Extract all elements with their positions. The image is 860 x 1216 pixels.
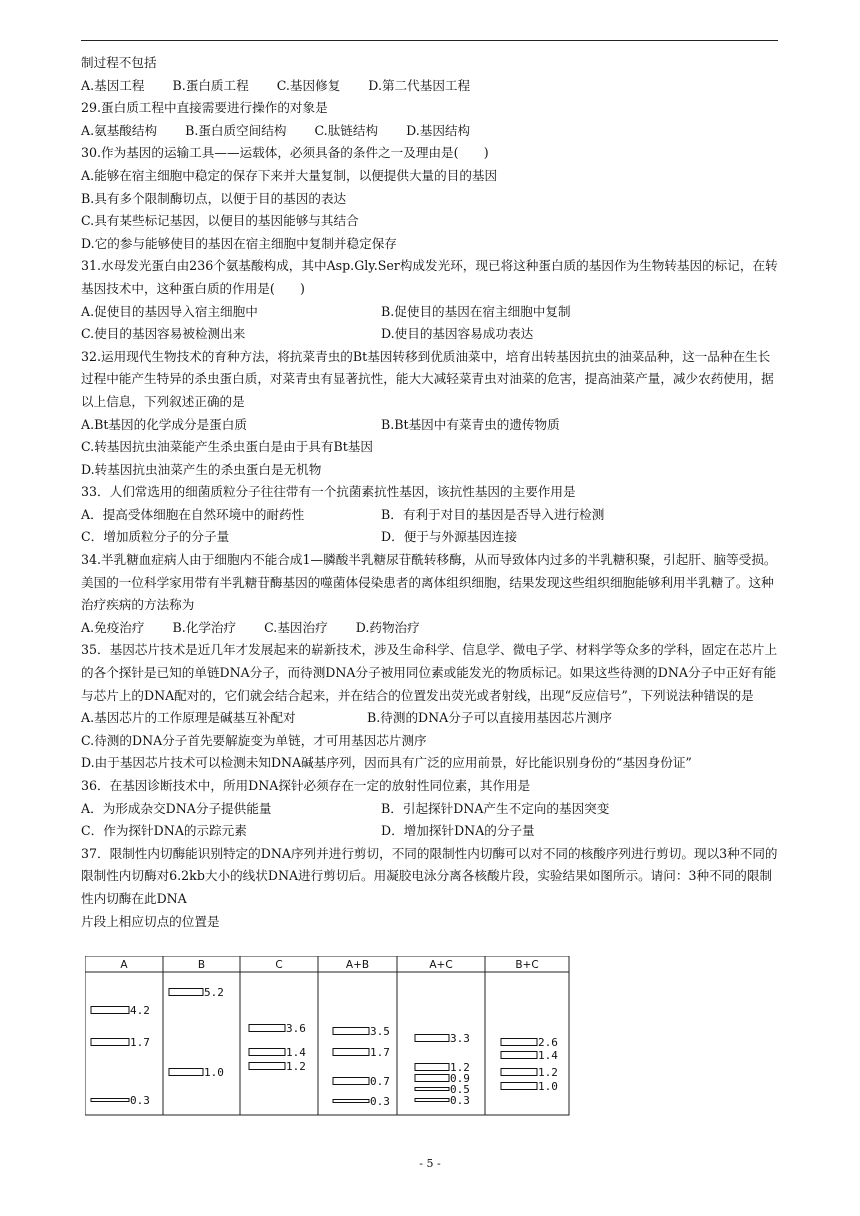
- band-size-label: 1.0: [538, 1080, 558, 1093]
- gel-band: [333, 1078, 369, 1085]
- gel-band: [501, 1039, 537, 1046]
- q36-option-b: B．引起探针DNA产生不定向的基因突变: [381, 800, 610, 816]
- band-size-label: 0.3: [370, 1095, 390, 1108]
- q31-option-a: A.促使目的基因导入宿主细胞中: [81, 303, 258, 319]
- band-size-label: 0.3: [130, 1094, 150, 1107]
- exam-text: [81, 52, 781, 933]
- q31-options-ab: [81, 301, 781, 324]
- page-number: - 5 -: [419, 1157, 441, 1170]
- gel-band: [415, 1035, 449, 1042]
- lane-label: A+C: [429, 959, 453, 971]
- gel-band: [415, 1064, 449, 1071]
- q31-stem: 31.水母发光蛋白由236个氨基酸构成，其中Asp.Gly.Ser构成发光环，现已将这种蛋白质的基因作为生物转基因的标记，在转基因技术中，这种蛋白质的作用是( ): [81, 258, 778, 296]
- q32-option-b: B.Bt基因中有菜青虫的遗传物质: [381, 416, 560, 432]
- q36-options-cd: [81, 820, 781, 843]
- q30-option-d: D.它的参与能够使目的基因在宿主细胞中复制并稳定保存: [81, 235, 397, 251]
- q31-option-b: B.促使目的基因在宿主细胞中复制: [381, 303, 571, 319]
- lane-label: B: [197, 959, 206, 971]
- q33-option-b: B．有利于对目的基因是否导入进行检测: [381, 506, 605, 522]
- band-size-label: 5.2: [204, 986, 224, 999]
- q35-option-c: C.待测的DNA分子首先要解旋变为单链，才可用基因芯片测序: [81, 732, 427, 748]
- gel-diagram: [85, 956, 570, 1116]
- band-size-label: 3.3: [450, 1032, 470, 1045]
- q34-option-b: B.化学治疗: [172, 619, 237, 635]
- q28-option-a: A.基因工程: [81, 77, 145, 93]
- gel-band: [415, 1075, 449, 1082]
- header-rule: [81, 40, 778, 41]
- band-size-label: 1.4: [286, 1046, 306, 1059]
- q33-option-a: A．提高受体细胞在自然环境中的耐药性: [81, 506, 305, 522]
- q29-stem: 29.蛋白质工程中直接需要进行操作的对象是: [81, 100, 328, 116]
- q33-stem: 33．人们常选用的细菌质粒分子往往带有一个抗菌素抗性基因，该抗性基因的主要作用是: [81, 484, 576, 500]
- gel-frame: [85, 956, 569, 1115]
- gel-band: [169, 1069, 203, 1076]
- band-size-label: 0.5: [450, 1083, 470, 1096]
- q31-option-d: D.使目的基因容易成功表达: [381, 326, 534, 342]
- q32-options-ab: [81, 414, 781, 437]
- q36-option-d: D．增加探针DNA的分子量: [381, 823, 535, 839]
- q36-option-c: C．作为探针DNA的示踪元素: [81, 823, 247, 839]
- gel-band: [333, 1028, 369, 1035]
- q36-options-ab: [81, 798, 781, 821]
- lane-label: B+C: [515, 959, 539, 971]
- band-size-label: 3.5: [370, 1025, 390, 1038]
- band-size-label: 0.3: [450, 1094, 470, 1107]
- band-size-label: 2.6: [538, 1036, 558, 1049]
- band-size-label: 1.2: [286, 1060, 306, 1073]
- q31-options-cd: [81, 323, 781, 346]
- gel-band: [91, 1007, 129, 1014]
- gel-band: [249, 1049, 285, 1056]
- q30-option-c: C.具有某些标记基因，以便目的基因能够与其结合: [81, 213, 359, 229]
- q32-option-a: A.Bt基因的化学成分是蛋白质: [81, 416, 247, 432]
- q33-options-cd: [81, 526, 781, 549]
- band-size-label: 1.2: [450, 1061, 470, 1074]
- gel-band: [415, 1099, 449, 1102]
- q32-option-d: D.转基因抗虫油菜产生的杀虫蛋白是无机物: [81, 461, 322, 477]
- q29-option-a: A.氨基酸结构: [81, 122, 158, 138]
- q35-option-a: A.基因芯片的工作原理是碱基互补配对: [81, 710, 296, 726]
- q32-option-c: C.转基因抗虫油菜能产生杀虫蛋白是由于具有Bt基因: [81, 439, 373, 455]
- q28-stem-tail: 制过程不包括: [81, 55, 157, 70]
- band-size-label: 1.0: [204, 1066, 224, 1079]
- q28-options: [81, 75, 781, 98]
- q33-options-ab: [81, 504, 781, 527]
- gel-band: [333, 1049, 369, 1056]
- q30-stem: 30.作为基因的运输工具——运载体，必须具备的条件之一及理由是( ): [81, 145, 489, 161]
- gel-band: [169, 989, 203, 996]
- q29-options: [81, 120, 781, 143]
- q30-option-b: B.具有多个限制酶切点，以便于目的基因的表达: [81, 190, 347, 206]
- q34-options: [81, 617, 781, 640]
- lane-label: A: [120, 959, 128, 971]
- q32-stem: 32.运用现代生物技术的育种方法，将抗菜青虫的Bt基因转移到优质油菜中，培育出转基因抗虫的油菜品种，这一品种在生长过程中能产生特异的杀虫蛋白质，对菜青虫有显著抗性，能大大减轻菜青虫对油菜的危害，提高油菜产量，减少农药使用，据以上信息，下列叙述正确的是: [81, 348, 774, 409]
- q28-option-c: C.基因修复: [276, 77, 341, 93]
- band-size-label: 0.9: [450, 1072, 470, 1085]
- q34-stem: 34.半乳糖血症病人由于细胞内不能合成1—膦酸半乳糖尿苷酰转移酶，从而导致体内过多的半乳糖积聚，引起肝、脑等受损。美国的一位科学家用带有半乳糖苷酶基因的噬菌体侵染患者的离体组织细胞，结果发现这些组织细胞能够利用半乳糖了。这种治疗疾病的方法称为: [81, 552, 777, 613]
- q34-option-a: A.免疫治疗: [81, 619, 145, 635]
- q33-option-d: D．便于与外源基因连接: [381, 529, 518, 545]
- band-size-label: 3.6: [286, 1022, 306, 1035]
- q35-option-d: D.由于基因芯片技术可以检测未知DNA碱基序列，因而具有广泛的应用前景，好比能识别身份的“基因身份证”: [81, 755, 692, 771]
- q37-stem: 37．限制性内切酶能识别特定的DNA序列并进行剪切，不同的限制性内切酶可以对不同的核酸序列进行剪切。现以3种不同的限制性内切酶对6.2kb大小的线状DNA进行剪切后。用凝胶电泳分离各核酸片段，实验结果如图所示。请问：3种不同的限制性内切酶在此DNA: [81, 845, 778, 906]
- gel-band: [91, 1099, 129, 1102]
- q31-option-c: C.使目的基因容易被检测出来: [81, 326, 246, 342]
- q28-option-b: B.蛋白质工程: [172, 77, 249, 93]
- band-size-label: 0.7: [370, 1075, 390, 1088]
- q29-option-c: C.肽链结构: [314, 122, 379, 138]
- lane-label: A+B: [345, 959, 370, 971]
- gel-band: [333, 1100, 369, 1103]
- q28-option-d: D.第二代基因工程: [368, 77, 471, 93]
- band-size-label: 4.2: [130, 1004, 150, 1017]
- q30-option-a: A.能够在宿主细胞中稳定的保存下来并大量复制，以便提供大量的目的基因: [81, 167, 498, 183]
- q34-option-c: C.基因治疗: [264, 619, 328, 635]
- band-size-label: 1.7: [130, 1036, 150, 1049]
- gel-band: [501, 1052, 537, 1059]
- gel-electrophoresis-figure: [85, 956, 570, 1120]
- q34-option-d: D.药物治疗: [355, 619, 420, 635]
- band-size-label: 1.2: [538, 1066, 558, 1079]
- gel-band: [501, 1083, 537, 1090]
- q33-option-c: C．增加质粒分子的分子量: [81, 529, 230, 545]
- q29-option-b: B.蛋白质空间结构: [185, 122, 287, 138]
- band-size-label: 1.7: [370, 1046, 390, 1059]
- gel-band: [249, 1063, 285, 1070]
- q29-option-d: D.基因结构: [406, 122, 471, 138]
- gel-band: [415, 1088, 449, 1091]
- q36-stem: 36．在基因诊断技术中，所用DNA探针必须存在一定的放射性同位素，其作用是: [81, 778, 531, 793]
- q36-option-a: A．为形成杂交DNA分子提供能量: [81, 800, 272, 816]
- band-size-label: 1.4: [538, 1049, 558, 1062]
- gel-band: [501, 1069, 537, 1076]
- q35-option-b: B.待测的DNA分子可以直接用基因芯片测序: [367, 710, 612, 726]
- gel-band: [91, 1039, 129, 1046]
- q35-options-ab: [81, 707, 781, 730]
- lane-label: C: [275, 959, 283, 971]
- q37-stem-tail: 片段上相应切点的位置是: [81, 913, 220, 929]
- q35-stem: 35．基因芯片技术是近几年才发展起来的崭新技术，涉及生命科学、信息学、微电子学、材料学等众多的学科，固定在芯片上的各个探针是已知的单链DNA分子，而待测DNA分子被用同位素或能发光的物质标记。如果这些待测的DNA分子中正好有能与芯片上的DNA配对的，它们就会结合起来，并在结合的位置发出荧光或者射线，出现“反应信号”，下列说法种错误的是: [81, 642, 778, 703]
- gel-band: [249, 1025, 285, 1032]
